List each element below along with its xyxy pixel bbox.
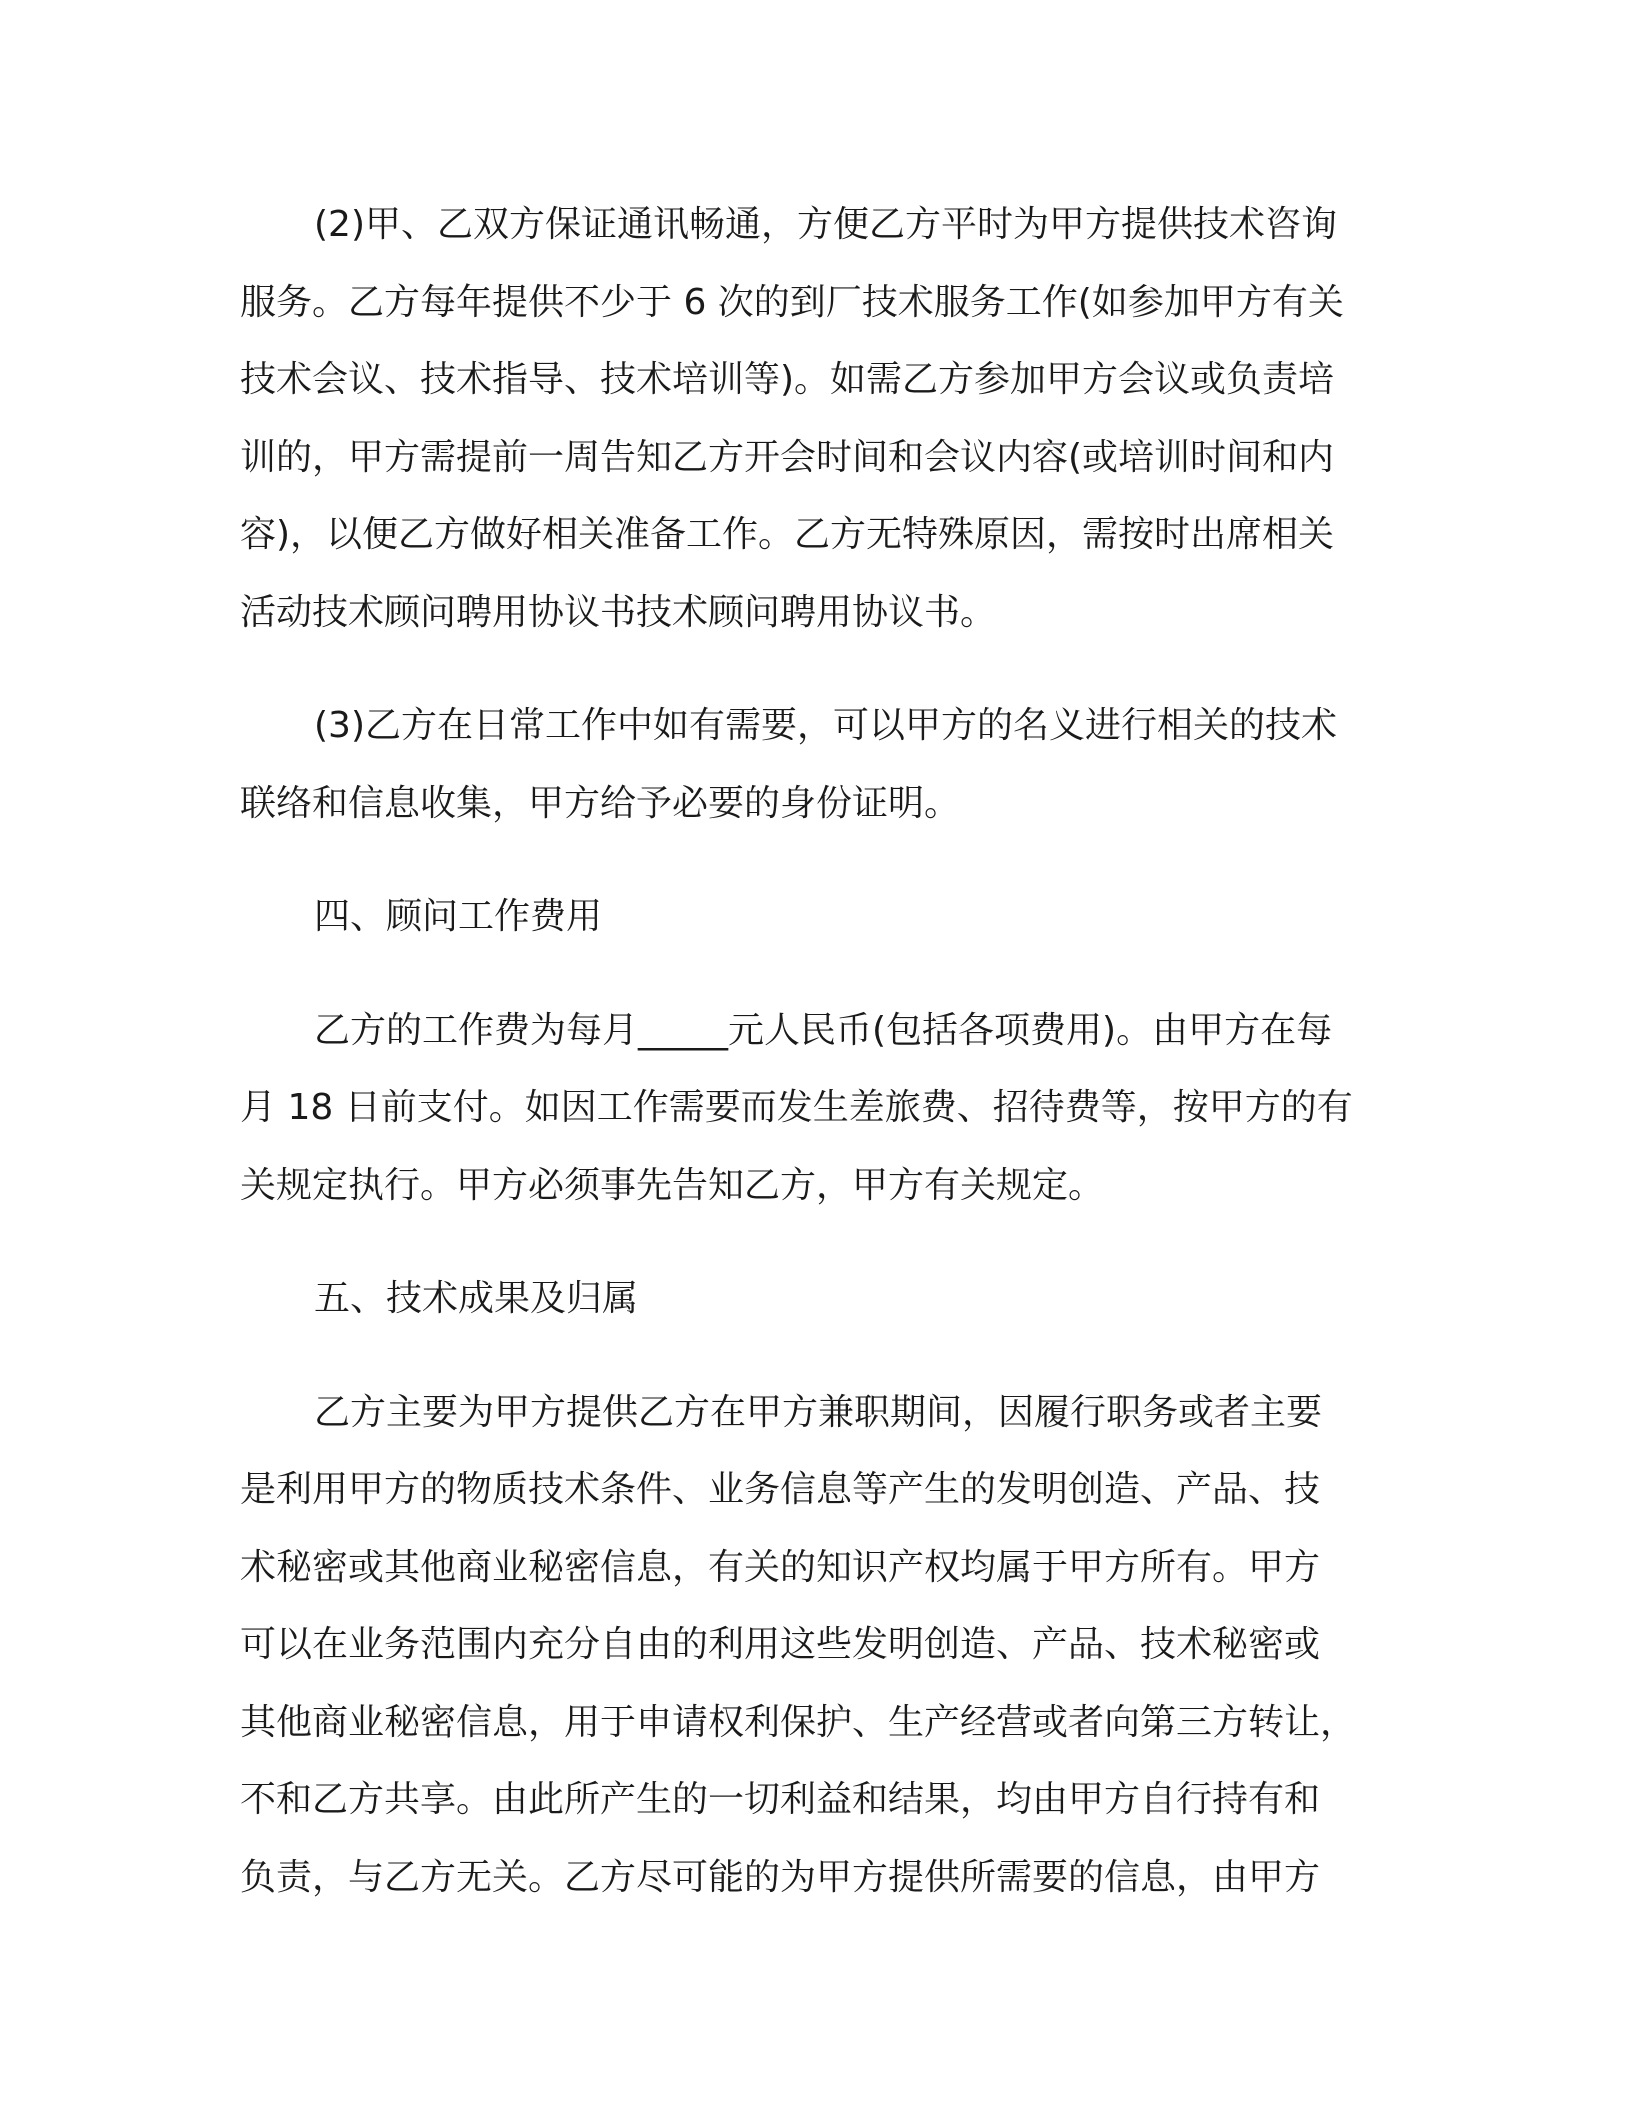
text-line: 术秘密或其他商业秘密信息，有关的知识产权均属于甲方所有。甲方	[240, 1546, 1321, 1588]
text-line: 其他商业秘密信息，用于申请权利保护、生产经营或者向第三方转让，	[240, 1701, 1357, 1743]
text-line: 联络和信息收集，甲方给予必要的身份证明。	[240, 782, 961, 824]
text-line: 服务。乙方每年提供不少于 6 次的到厂技术服务工作(如参加甲方有关	[240, 281, 1344, 323]
text-line: 月 18 日前支付。如因工作需要而发生差旅费、招待费等，按甲方的有	[240, 1087, 1353, 1128]
ip-paragraph	[240, 1374, 1380, 1917]
section-heading-5: 五、技术成果及归属	[314, 1278, 639, 1319]
text-line: 可以在业务范围内充分自由的利用这些发明创造、产品、技术秘密或	[240, 1624, 1321, 1665]
text-line: 容)，以便乙方做好相关准备工作。乙方无特殊原因，需按时出席相关	[240, 514, 1335, 555]
clause-paragraph-3-3	[240, 687, 1380, 842]
text-line: (3)乙方在日常工作中如有需要，可以甲方的名义进行相关的技术	[314, 705, 1337, 746]
text-line: 训的，甲方需提前一周告知乙方开会时间和会议内容(或培训时间和内	[240, 436, 1335, 478]
document-body	[240, 186, 1380, 1952]
text-line: 关规定执行。甲方必须事先告知乙方，甲方有关规定。	[240, 1164, 1105, 1206]
text-line: 活动技术顾问聘用协议书技术顾问聘用协议书。	[240, 591, 997, 633]
text-line: 乙方主要为甲方提供乙方在甲方兼职期间，因履行职务或者主要	[314, 1391, 1323, 1433]
fee-paragraph	[240, 992, 1380, 1225]
text-line: 是利用甲方的物质技术条件、业务信息等产生的发明创造、产品、技	[240, 1469, 1321, 1510]
text-line: 负责，与乙方无关。乙方尽可能的为甲方提供所需要的信息，由甲方	[240, 1856, 1321, 1898]
text-line: 乙方的工作费为每月_____元人民币(包括各项费用)。由甲方在每	[314, 1009, 1333, 1051]
text-line: 不和乙方共享。由此所产生的一切利益和结果，均由甲方自行持有和	[240, 1779, 1321, 1820]
text-line: 技术会议、技术指导、技术培训等)。如需乙方参加甲方会议或负责培	[240, 359, 1335, 400]
text-line: (2)甲、乙双方保证通讯畅通，方便乙方平时为甲方提供技术咨询	[314, 204, 1337, 245]
section-heading-4: 四、顾问工作费用	[314, 896, 603, 937]
clause-paragraph-3-2	[240, 186, 1380, 651]
